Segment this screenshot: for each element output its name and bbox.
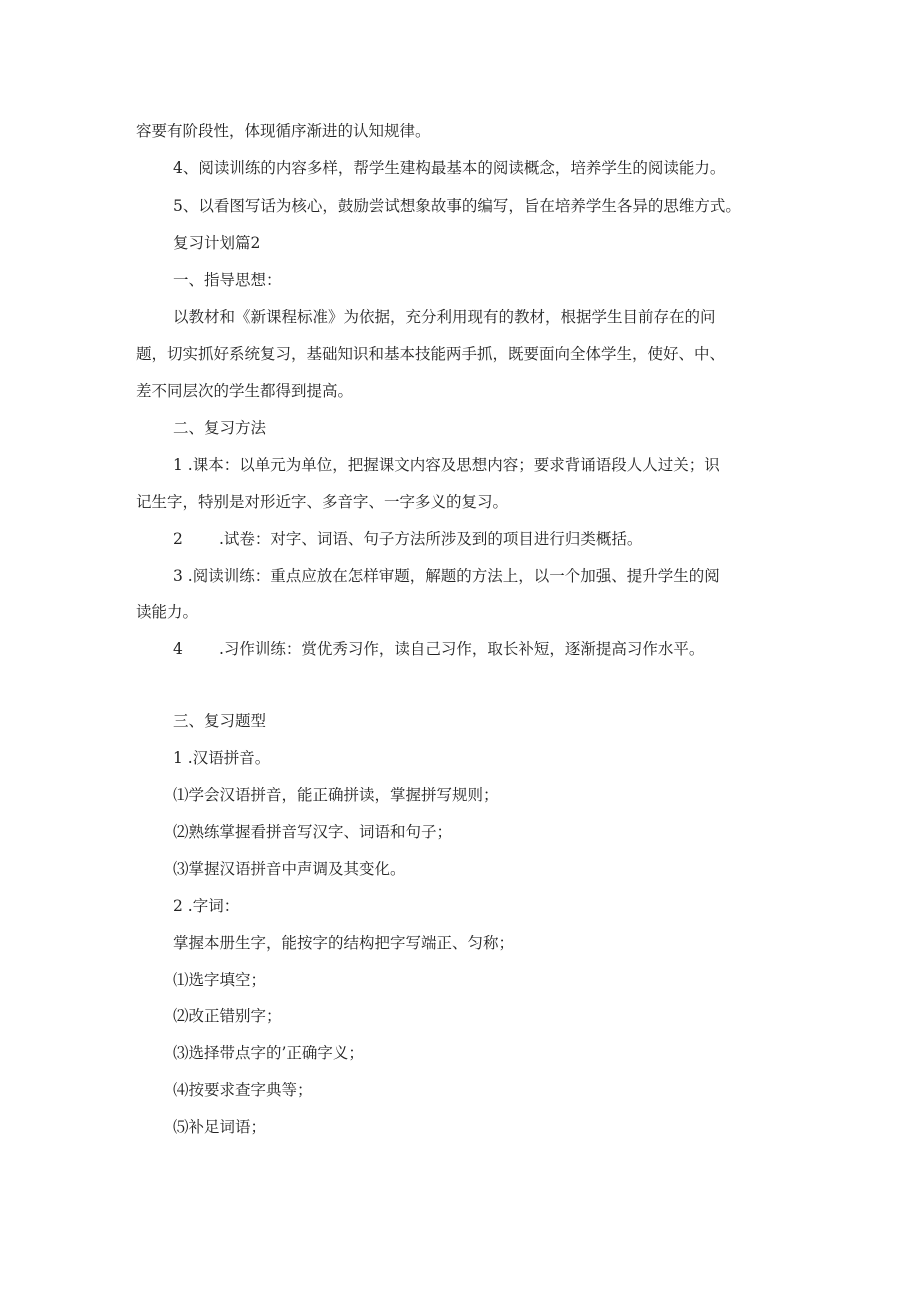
list-text: .习作训练：赏优秀习作，读自己习作，取长补短，逐渐提高习作水平。 (219, 640, 705, 658)
list-number: 4 (173, 640, 183, 658)
paragraph-line: ⑴学会汉语拼音，能正确拼读，掌握拼写规则； (173, 786, 499, 804)
paragraph-line: 1 .汉语拼音。 (173, 749, 271, 767)
paragraph-line: 以教材和《新课程标准》为依据，充分利用现有的教材，根据学生目前存在的问 (173, 308, 716, 326)
paragraph-line: 4、阅读训练的内容多样，帮学生建构最基本的阅读概念，培养学生的阅读能力。 (173, 159, 726, 177)
paragraph-line (173, 639, 704, 659)
section-heading: 一、指导思想： (173, 271, 282, 289)
paragraph-line: ⑵熟练掌握看拼音写汉字、词语和句子； (173, 823, 453, 841)
list-text: .试卷：对字、词语、句子方法所涉及到的项目进行归类概括。 (219, 530, 643, 548)
paragraph-line: ⑵改正错别字； (173, 1007, 282, 1025)
paragraph-line: 1 .课本：以单元为单位，把握课文内容及思想内容；要求背诵语段人人过关；识 (173, 456, 720, 474)
section-heading: 三、复习题型 (173, 712, 267, 730)
paragraph-line: 掌握本册生字，能按字的结构把字写端正、匀称； (173, 934, 515, 952)
section-heading: 二、复习方法 (173, 419, 267, 437)
paragraph-line: 容要有阶段性，体现循序渐进的认知规律。 (136, 122, 431, 140)
paragraph-line: ⑴选字填空； (173, 971, 267, 989)
paragraph-line: 3 .阅读训练：重点应放在怎样审题，解题的方法上，以一个加强、提升学生的阅 (173, 567, 720, 585)
paragraph-line: ⑶掌握汉语拼音中声调及其变化。 (173, 860, 406, 878)
paragraph-line: ⑷按要求查字典等； (173, 1081, 313, 1099)
section-heading: 复习计划篇2 (173, 234, 261, 252)
paragraph-line: 记生字，特别是对形近字、多音字、一字多义的复习。 (136, 493, 509, 511)
list-number: 2 (173, 530, 183, 548)
paragraph-line: 题，切实抓好系统复习，基础知识和基本技能两手抓，既要面向全体学生，使好、中、 (136, 345, 726, 363)
paragraph-line (173, 529, 642, 549)
paragraph-line: ⑸补足词语； (173, 1118, 267, 1136)
paragraph-line: 读能力。 (136, 603, 199, 621)
paragraph-line: ⑶选择带点字的’正确字义； (173, 1044, 364, 1062)
paragraph-line: 2 .字词： (173, 897, 240, 915)
paragraph-line: 差不同层次的学生都得到提高。 (136, 382, 354, 400)
paragraph-line: 5、以看图写话为核心，鼓励尝试想象故事的编写，旨在培养学生各异的思维方式。 (173, 197, 741, 215)
